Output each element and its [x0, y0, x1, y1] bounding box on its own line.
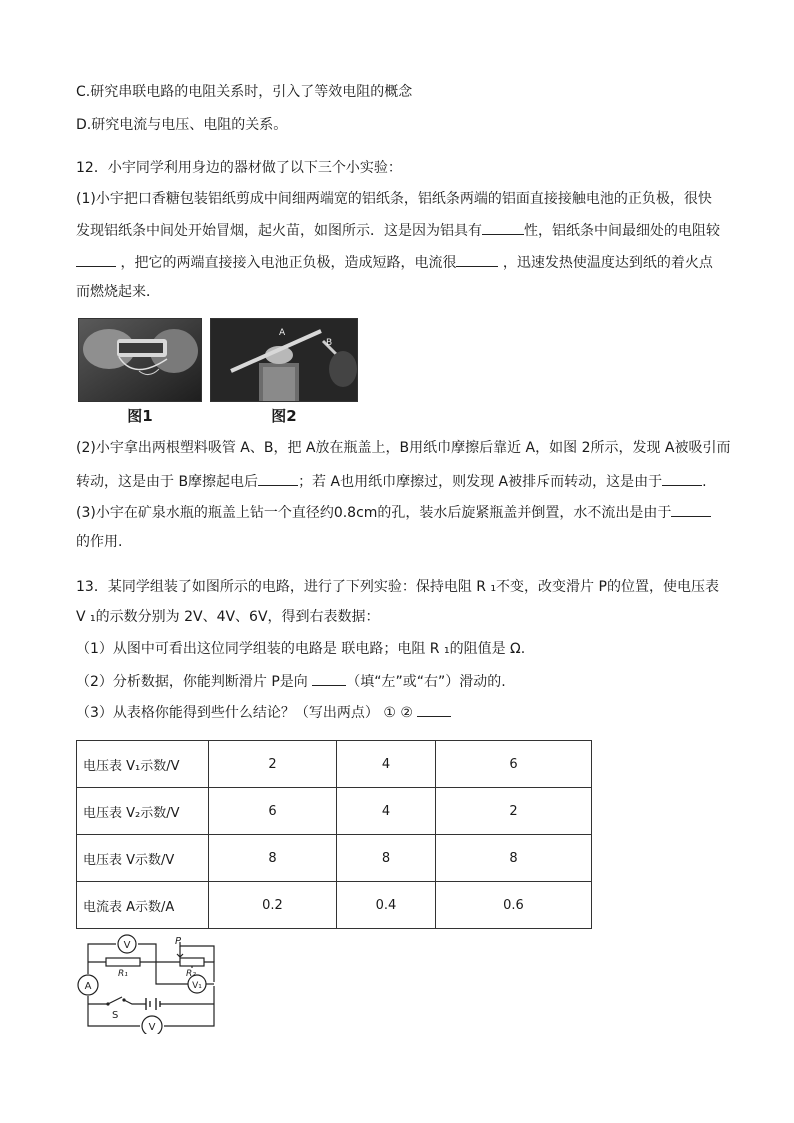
table-cell: 0.4	[337, 882, 436, 929]
table-cell: 6	[436, 741, 592, 788]
table-row-header: 电压表 V示数/V	[77, 835, 209, 882]
table-cell: 2	[209, 741, 337, 788]
q12-p1-line1: (1)小宇把口香糖包装铝纸剪成中间细两端宽的铝纸条，铝纸条两端的铝面直接接触电池的正负极，很快	[76, 191, 712, 207]
answer-blank[interactable]	[76, 251, 116, 267]
q13-stem-line2: V ₁的示数分别为 2V、4V、6V，得到右表数据：	[76, 609, 380, 625]
foil-battery-photo-icon	[79, 319, 201, 401]
p-label: P	[175, 936, 182, 947]
slider-arrow-icon	[177, 950, 183, 957]
q12-p2-text: .	[702, 474, 707, 490]
option-c: C.研究串联电路的电阻关系时，引入了等效电阻的概念	[76, 84, 413, 100]
figure-2-photo	[210, 318, 358, 402]
table-cell: 8	[436, 835, 592, 882]
table-row-header: 电压表 V₂示数/V	[77, 788, 209, 835]
answer-blank[interactable]	[456, 251, 498, 267]
table-row	[77, 788, 592, 835]
q12-stem: 12．小宇同学利用身边的器材做了以下三个小实验：	[76, 160, 402, 176]
fig2-label-b: B	[326, 338, 333, 348]
table-cell: 4	[337, 741, 436, 788]
voltmeter-v-label: V	[123, 940, 131, 951]
q12-p2-line1: (2)小宇拿出两根塑料吸管 A、B，把 A放在瓶盖上，B用纸巾摩擦后靠近 A，如图 2所示，发现 A被吸引而	[76, 440, 731, 456]
q13-sub2-text: （填“左”或“右”）滑动的.	[346, 674, 506, 690]
table-row	[77, 741, 592, 788]
q13-sub2-text: （2）分析数据，你能判断滑片 P是向	[76, 674, 308, 690]
q12-p2-line2	[76, 470, 707, 492]
answer-blank[interactable]	[258, 470, 298, 486]
table-row-header: 电压表 V₁示数/V	[77, 741, 209, 788]
circuit-diagram	[76, 934, 226, 1034]
q12-p1-line2	[76, 219, 720, 241]
table-cell: 6	[209, 788, 337, 835]
answer-blank[interactable]	[312, 670, 346, 686]
q13-sub3	[76, 701, 451, 723]
table-cell: 2	[436, 788, 592, 835]
battery-icon	[146, 998, 160, 1010]
resistor-r1	[106, 958, 140, 966]
q12-p1-text: ，把它的两端直接接入电池正负极，造成短路，电流很	[120, 255, 457, 271]
resistor-r2	[180, 958, 204, 966]
q12-p1-line3	[76, 251, 713, 273]
ammeter-label: A	[84, 981, 92, 992]
voltmeter-bottom-label: V	[148, 1022, 156, 1033]
table-row	[77, 882, 592, 929]
q12-p3-line2: 的作用.	[76, 534, 123, 550]
figure-2-caption: 图2	[271, 407, 297, 425]
voltmeter-v1-label: V₁	[192, 981, 202, 991]
data-table	[76, 740, 592, 929]
q13-sub1: （1）从图中可看出这位同学组装的电路是 联电路；电阻 R ₁的阻值是 Ω.	[76, 641, 526, 657]
table-cell: 8	[209, 835, 337, 882]
q12-p1-line4: 而燃烧起来．	[76, 284, 160, 300]
option-d: D.研究电流与电压、电阻的关系。	[76, 117, 288, 133]
r1-label: R₁	[118, 969, 128, 979]
table-row	[77, 835, 592, 882]
q12-p1-text: 发现铝纸条中间处开始冒烟，起火苗，如图所示．这是因为铝具有	[76, 223, 482, 239]
answer-blank[interactable]	[482, 219, 524, 235]
answer-blank[interactable]	[662, 470, 702, 486]
q12-p3-line1	[76, 501, 711, 523]
s-label: S	[112, 1010, 119, 1021]
q12-p2-text: ；若 A也用纸巾摩擦过，则发现 A被排斥而转动，这是由于	[298, 474, 663, 490]
q13-stem-line1: 13．某同学组装了如图所示的电路，进行了下列实验：保持电阻 R ₁不变，改变滑片 P的位置，使电压表	[76, 579, 719, 595]
q12-p1-text: 性，铝纸条中间最细处的电阻较	[524, 223, 720, 239]
figure-1-photo	[78, 318, 202, 402]
q12-p2-text: 转动，这是由于 B摩擦起电后	[76, 474, 259, 490]
straw-bottle-photo-icon	[211, 319, 357, 401]
r2-label: R₂	[186, 969, 196, 979]
fig2-label-a: A	[279, 328, 286, 338]
table-cell: 0.2	[209, 882, 337, 929]
answer-blank[interactable]	[671, 501, 711, 517]
q13-sub2	[76, 670, 506, 692]
answer-blank[interactable]	[417, 701, 451, 717]
figure-1-caption: 图1	[127, 407, 153, 425]
q12-p1-text: ，迅速发热使温度达到纸的着火点	[502, 255, 713, 271]
table-cell: 0.6	[436, 882, 592, 929]
q13-sub3-text: （3）从表格你能得到些什么结论？（写出两点） ① ②	[76, 705, 413, 721]
table-cell: 8	[337, 835, 436, 882]
table-row-header: 电流表 A示数/A	[77, 882, 209, 929]
table-cell: 4	[337, 788, 436, 835]
q12-p3-text: (3)小宇在矿泉水瓶的瓶盖上钻一个直径约0.8cm的孔，装水后旋紧瓶盖并倒置，水不流出是由于	[76, 505, 672, 521]
